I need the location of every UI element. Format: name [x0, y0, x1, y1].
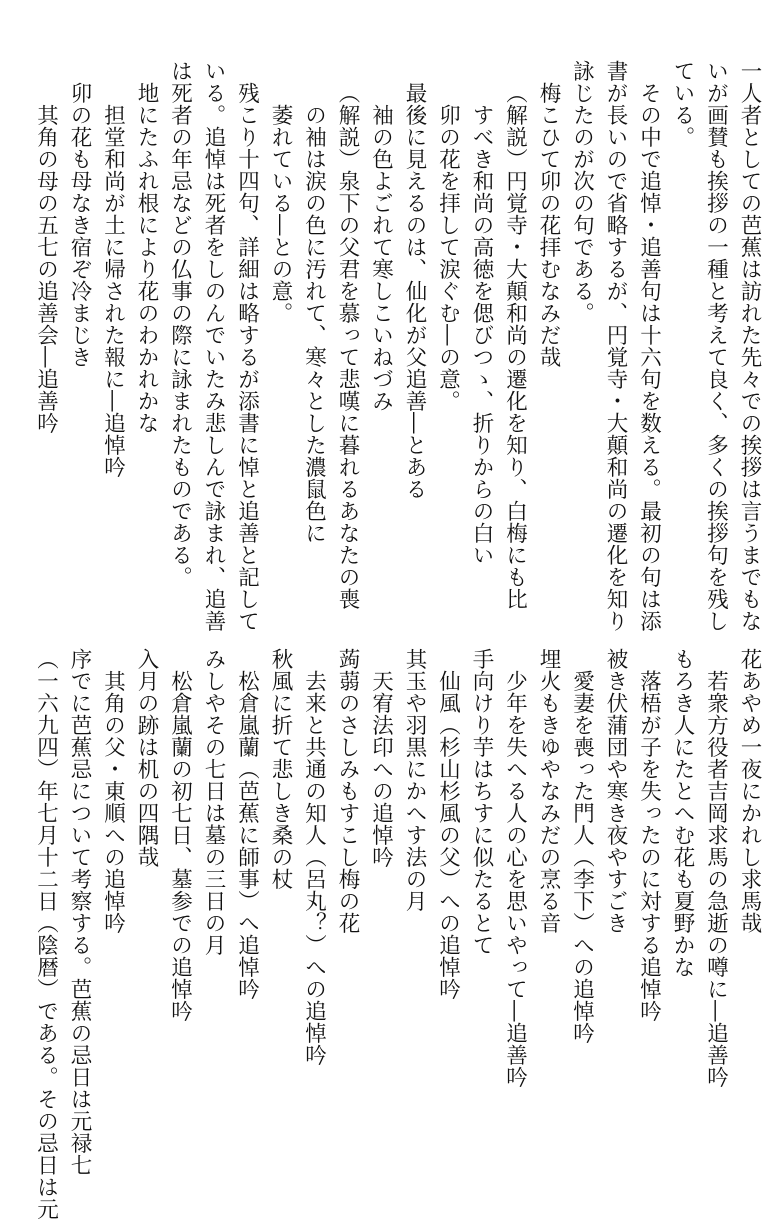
text-line: 花あやめ一夜にかれし求馬哉 [737, 648, 762, 934]
text-line: 天宥法印への追悼吟 [368, 670, 394, 868]
text-line: 書が長いので省略するが、円覚寺・大顛和尚の遷化を知り [603, 60, 628, 632]
text-line: 担堂和尚が土に帰された報に―追悼吟 [100, 104, 126, 478]
text-line: （解説）泉下の父君を慕って悲嘆に暮れるあなたの喪 [335, 82, 360, 610]
text-line: 松倉嵐蘭（芭蕉に師事）へ追悼吟 [234, 670, 260, 1000]
text-line: 若衆方役者吉岡求馬の急逝の噂に―追善吟 [703, 670, 729, 1088]
text-column-block-lower [29, 648, 766, 1220]
text-line: ている。 [670, 60, 695, 148]
text-line: いが画賛も挨拶の一種と考えて良く、多くの挨拶句を残し [703, 60, 729, 632]
text-line: （解説）円覚寺・大顛和尚の遷化を知り、白梅にも比 [502, 82, 528, 610]
text-line: の袖は涙の色に汚れて、寒々とした濃鼠色に [301, 104, 327, 544]
text-line: もろき人にたとへむ花も夏野かな [670, 648, 695, 978]
text-line: みしやその七日は墓の三日の月 [201, 648, 226, 956]
text-line: 少年を失へる人の心を思いやって―追善吟 [502, 670, 528, 1088]
text-line: 卯の花を拝して涙ぐむ―の意。 [435, 104, 461, 412]
text-line: 秋風に折て悲しき桑の杖 [268, 648, 293, 890]
text-line: いる。追悼は死者をしのんでいたみ悲しんで詠まれ、追善 [201, 60, 226, 632]
text-line: 其角の母の五七の追善会―追善吟 [33, 104, 59, 434]
text-line: 蒟蒻のさしみもすこし梅の花 [335, 648, 360, 934]
text-column-block-upper [29, 60, 766, 632]
text-line: 其角の父・東順への追悼吟 [100, 670, 126, 934]
text-line: すべき和尚の高徳を偲びつゝ、折りからの白い [469, 104, 494, 566]
text-line: 詠じたのが次の句である。 [569, 60, 595, 324]
text-line: 落梧が子を失ったのに対する追悼吟 [636, 670, 662, 1022]
text-line: 被き伏蒲団や寒き夜やすごき [603, 648, 628, 934]
text-line: 地にたふれ根により花のわかれかな [134, 82, 159, 434]
text-line: （一六九四）年七月十二日（陰暦）である。その忌日は元 [33, 648, 59, 1220]
text-line: 去来と共通の知人（呂丸？）への追悼吟 [301, 670, 327, 1066]
text-line: は死者の年忌などの仏事の際に詠まれたものである。 [167, 60, 193, 588]
text-line: 入月の跡は机の四隅哉 [134, 648, 159, 868]
text-line: 萎れている―との意。 [268, 104, 293, 324]
text-line: 最後に見えるのは、仙化が父追善―とある [402, 82, 427, 500]
text-line: 埋火もきゆやなみだの烹る音 [536, 648, 561, 934]
text-line: 卯の花も母なき宿ぞ冷まじき [67, 82, 92, 368]
text-line: 松倉嵐蘭の初七日、墓参での追悼吟 [167, 670, 193, 1022]
text-line: その中で追悼・追善句は十六句を数える。最初の句は添 [636, 82, 662, 632]
text-line: 愛妻を喪った門人（李下）への追悼吟 [569, 670, 595, 1044]
text-line: 梅こひて卯の花拝むなみだ哉 [536, 82, 561, 368]
text-line: 仙風（杉山杉風の父）への追悼吟 [435, 670, 461, 1000]
text-line: 残こり十四句、詳細は略するが添書に悼と追善と記して [234, 82, 260, 632]
text-line: 一人者としての芭蕉は訪れた先々での挨拶は言うまでもな [737, 60, 762, 632]
text-line: 手向けり芋はちすに似たるとて [469, 648, 494, 956]
text-line: 序でに芭蕉忌について考察する。芭蕉の忌日は元禄七 [67, 648, 92, 1176]
text-line: 其玉や羽黒にかへす法の月 [402, 648, 427, 912]
text-line: 袖の色よごれて寒しこいねづみ [368, 104, 394, 412]
